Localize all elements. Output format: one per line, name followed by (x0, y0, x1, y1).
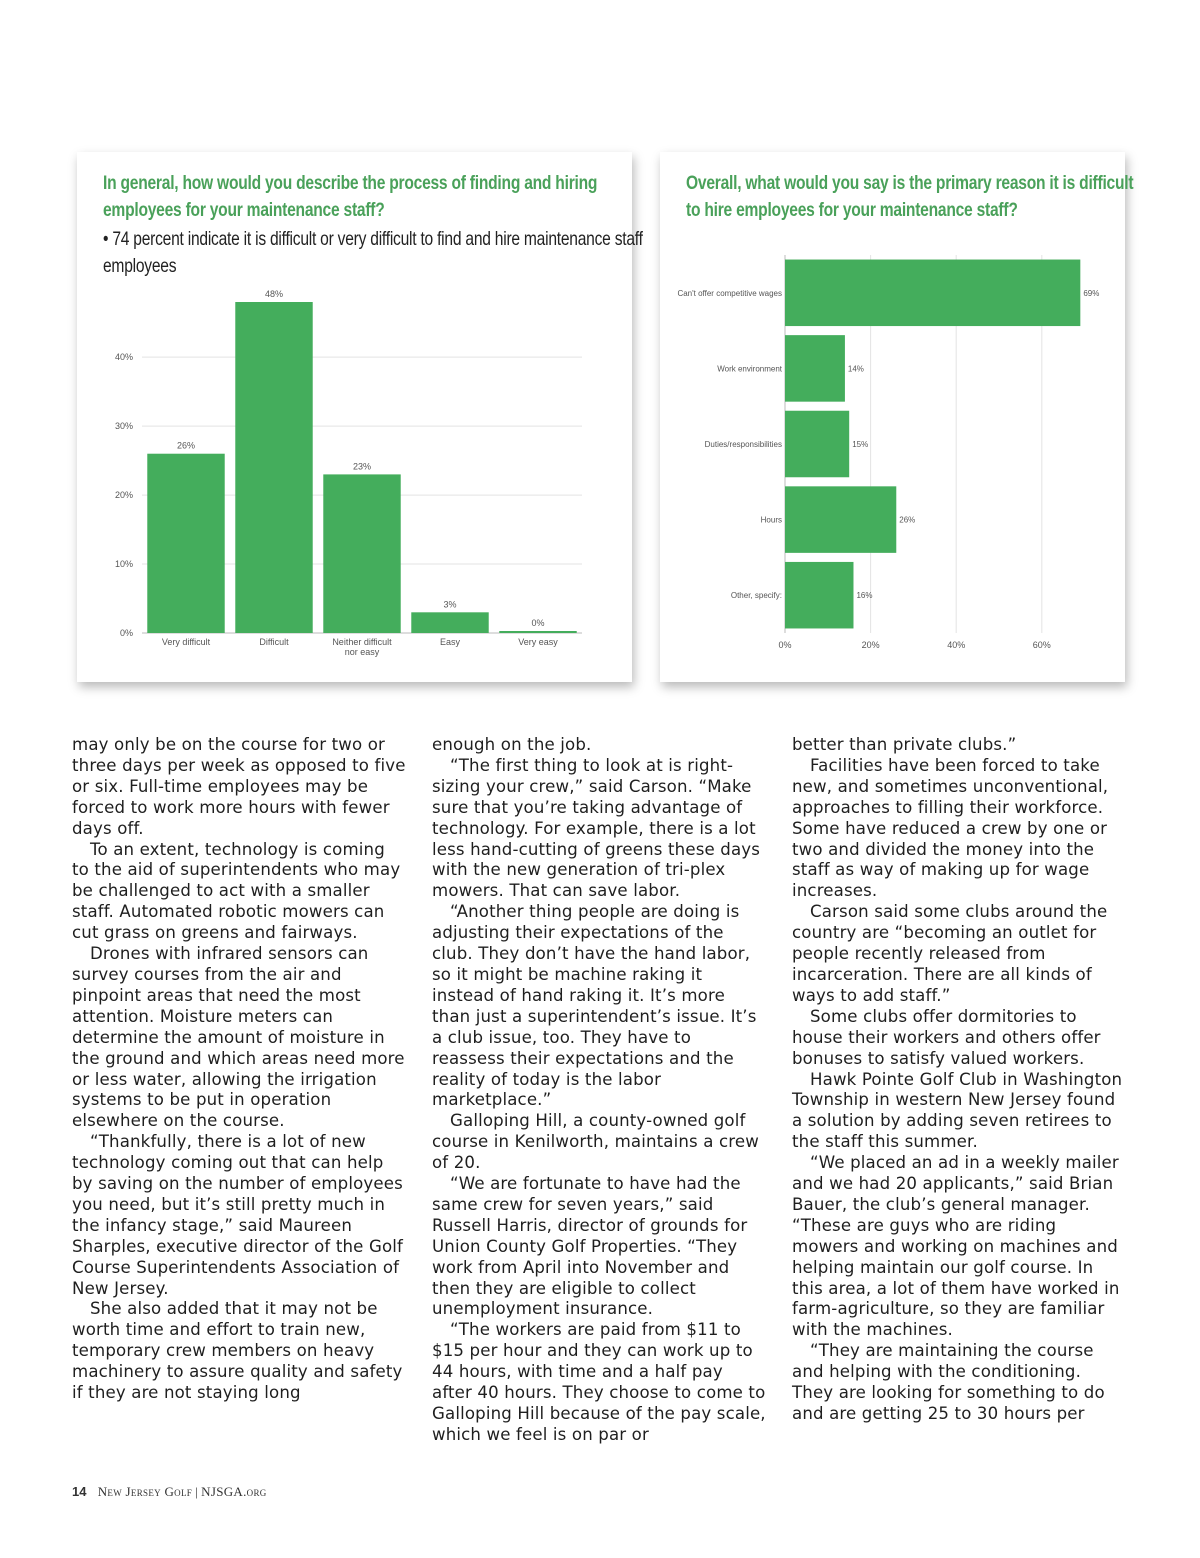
y-tick-label: Duties/responsibilities (704, 440, 782, 449)
y-tick-label: 40% (114, 352, 133, 363)
bar (785, 335, 845, 402)
x-tick-label: Very easy (518, 637, 558, 647)
bar (785, 260, 1080, 327)
x-tick-label: 60% (1032, 640, 1051, 650)
article-column-3 (792, 735, 1127, 1425)
x-tick-label: Neither difficult (332, 637, 392, 647)
paragraph: “Another thing people are doing is adjusting their expectations of the club. They don’t have the hand labor, so it might be machine raking it instead of hand raking it. It’s more than just a superintendent’s issue. It’s a club issue, too. They have to reassess their expectations and the reality of today is the labor marketplace.” (432, 902, 757, 1110)
paragraph: Facilities have been forced to take new, and sometimes unconventional, approaches to filling their workforce. Some have reduced a crew by one or two and divided the money into the staff as way of making up for wage increases. (792, 755, 1109, 901)
paragraph: Galloping Hill, a county-owned golf course in Kenilworth, maintains a crew of 20. (432, 1111, 759, 1173)
website: NJSGA.org (201, 1484, 267, 1499)
paragraph: She also added that it may not be worth time and effort to train new, temporary crew members on heavy machinery to assure quality and safety if they are not staying long (72, 1299, 403, 1403)
x-tick-label: Very difficult (161, 637, 211, 647)
x-tick-label: 0% (778, 640, 792, 650)
x-tick-label: 40% (947, 640, 966, 650)
bar (411, 612, 488, 633)
x-tick-label: nor easy (344, 647, 380, 657)
chart-card-hiring-process (77, 152, 643, 682)
bar (785, 486, 896, 553)
chart-card-hiring-reason (660, 152, 1134, 682)
paragraph: “The first thing to look at is right-sizing your crew,” said Carson. “Make sure that you’re taking advantage of technology. For example, there is a lot less hand-cutting of greens these days with the new generation of tri-plex mowers. That can save labor. (432, 755, 761, 901)
article-column-2 (432, 735, 767, 1446)
data-label: 26% (899, 515, 916, 525)
x-tick-label: Easy (439, 637, 461, 647)
y-tick-label: Other, specify: (730, 591, 782, 601)
bar (499, 631, 576, 633)
publication-name: New Jersey Golf (97, 1484, 193, 1499)
article-column-1 (72, 735, 407, 1404)
paragraph: Some clubs offer dormitories to house their workers and others offer bonuses to satisfy valued workers. (792, 1006, 1101, 1068)
bar (785, 411, 849, 478)
y-tick-label: Hours (760, 515, 782, 525)
data-label: 48% (264, 289, 284, 299)
chart-note: • 74 percent indicate it is difficult or very difficult to find and hire maintenance staff employees (103, 228, 643, 277)
bar (235, 302, 312, 633)
paragraph: “We are fortunate to have had the same crew for seven years,” said Russell Harris, director of grounds for Union County Golf Properties. “They work from April into November and then they are eligible to collect unemployment insurance. (432, 1174, 748, 1319)
paragraph: “They are maintaining the course and helping with the conditioning. They are looking for something to do and are getting 25 to 30 hours per (792, 1341, 1105, 1423)
data-label: 69% (1083, 288, 1100, 298)
paragraph: Drones with infrared sensors can survey courses from the air and pinpoint areas that need the most attention. Moisture meters can determine the amount of moisture in the ground and which areas need more or less water, allowing the irrigation systems to be put in operation elsewhere on the course. (72, 944, 405, 1131)
paragraph: enough on the job. (432, 735, 592, 754)
paragraph: may only be on the course for two or three days per week as opposed to five or six. Full-time employees may be forced to work more hours with fewer days off. (72, 735, 406, 838)
paragraph: “We placed an ad in a weekly mailer and we had 20 applicants,” said Brian Bauer, the club’s general manager. “These are guys who are riding mowers and working on machines and helping maintain our golf course. In this area, a lot of them have worked in farm-agriculture, so they are familiar with the machines. (792, 1153, 1120, 1340)
y-tick-label: 10% (114, 559, 133, 570)
x-tick-label: 20% (861, 640, 880, 650)
data-label: 15% (852, 440, 869, 449)
chart-question: Overall, what would you say is the primary reason it is difficult to hire employees for your maintenance staff? (686, 172, 1134, 221)
footer-separator: | (195, 1484, 198, 1499)
y-tick-label: 30% (114, 421, 133, 432)
y-tick-label: Work environment (717, 364, 782, 374)
paragraph: Hawk Pointe Golf Club in Washington Township in western New Jersey found a solution by adding seven retirees to the staff this summer. (792, 1069, 1123, 1152)
vertical-bar-chart (77, 152, 632, 682)
horizontal-bar-chart (660, 152, 1125, 682)
page-number: 14 (72, 1484, 87, 1499)
y-tick-label: 0% (119, 628, 133, 638)
paragraph: better than private clubs.” (792, 735, 1017, 754)
bar (785, 562, 853, 629)
paragraph: To an extent, technology is coming to the aid of superintendents who may be challenged to act with a smaller staff. Automated robotic mowers can cut grass on greens and fairways. (72, 839, 401, 943)
page-footer (72, 1484, 267, 1500)
chart-question: In general, how would you describe the process of finding and hiring employees for your maintenance staff? (103, 172, 598, 221)
paragraph: “The workers are paid from $11 to $15 per hour and they can work up to 44 hours, with time and a half pay after 40 hours. They choose to come to Galloping Hill because of the pay scale, which we feel is on par or (432, 1320, 766, 1444)
data-label: 3% (443, 599, 457, 610)
paragraph: “Thankfully, there is a lot of new technology coming out that can help by saving on the number of employees you need, but it’s still pretty much in the infancy stage,” said Maureen Sharples, executive director of the Golf Course Superintendents Association of New Jersey. (72, 1132, 404, 1298)
paragraph: Carson said some clubs around the country are “becoming an outlet for people recently released from incarceration. There are all kinds of ways to add staff.” (792, 902, 1108, 1005)
bar (323, 474, 400, 633)
bar (147, 454, 224, 633)
data-label: 16% (856, 591, 873, 601)
y-tick-label: Can't offer competitive wages (677, 288, 782, 298)
x-tick-label: Difficult (259, 637, 289, 647)
data-label: 14% (847, 364, 864, 374)
data-label: 26% (176, 440, 196, 451)
y-tick-label: 20% (114, 490, 133, 501)
data-label: 0% (531, 618, 545, 628)
data-label: 23% (352, 461, 372, 472)
